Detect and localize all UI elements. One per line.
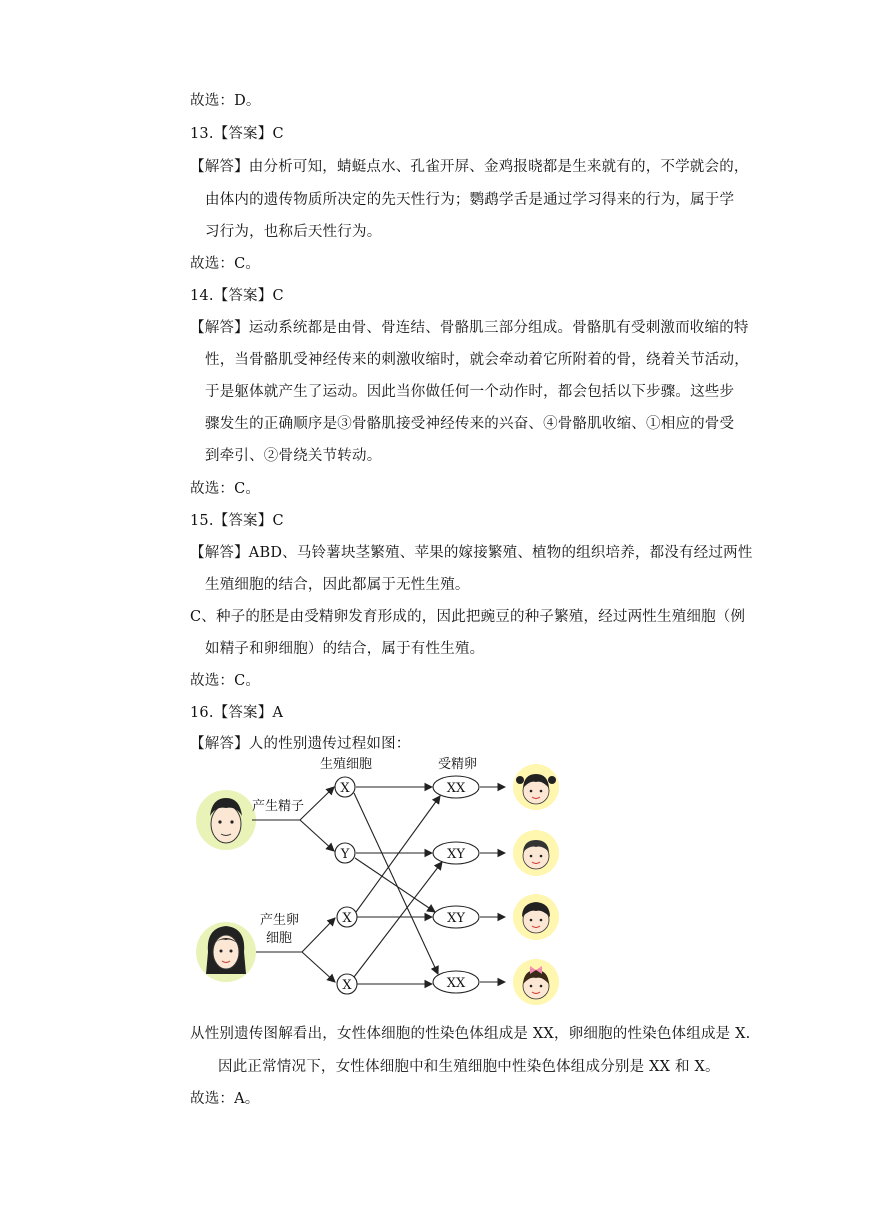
svg-text:X: X <box>340 781 350 796</box>
boy-child-icon <box>513 830 559 876</box>
gamete-sperm-x <box>335 777 355 797</box>
gamete-egg-x <box>337 907 357 927</box>
gamete-zygote-lines <box>354 787 442 984</box>
svg-text:XX: XX <box>446 781 466 796</box>
svg-text:XX: XX <box>446 976 466 991</box>
question-15-answer: 15.【答案】C <box>190 513 284 529</box>
question-14-answer: 14.【答案】C <box>190 288 284 304</box>
svg-text:X: X <box>342 911 352 926</box>
zygote-xy <box>433 842 479 864</box>
text-line: 故选：D。 <box>190 93 261 109</box>
text-line: 到牵引、②骨绕关节转动。 <box>205 448 382 464</box>
text-line: 如精子和卵细胞）的结合，属于有性生殖。 <box>205 641 485 657</box>
text-line: 生殖细胞的结合，因此都属于无性生殖。 <box>205 577 470 593</box>
svg-text:XY: XY <box>447 847 465 862</box>
text-line: 因此正常情况下，女性体细胞中和生殖细胞中性染色体组成分别是 XX 和 X。 <box>218 1059 720 1075</box>
father-face-icon <box>196 790 256 850</box>
svg-text:XY: XY <box>447 911 465 926</box>
text-line: 从性别遗传图解看出，女性体细胞的性染色体组成是 XX，卵细胞的性染色体组成是 X. <box>190 1026 751 1042</box>
text-line: 【解答】运动系统都是由骨、骨连结、骨骼肌三部分组成。骨骼肌有受刺激而收缩的特 <box>190 320 749 336</box>
text-line: 故选：C。 <box>190 481 261 497</box>
text-line: 【解答】ABD、马铃薯块茎繁殖、苹果的嫁接繁殖、植物的组织培养，都没有经过两性 <box>190 545 753 561</box>
text-line: 【解答】由分析可知，蜻蜓点水、孔雀开屏、金鸡报晓都是生来就有的，不学就会的， <box>190 159 749 175</box>
text-line: C、种子的胚是由受精卵发育形成的，因此把豌豆的种子繁殖，经过两性生殖细胞（例 <box>190 609 746 625</box>
parent-gamete-lines <box>252 787 335 982</box>
svg-text:Y: Y <box>340 847 350 862</box>
zygote-xy <box>433 906 479 928</box>
father-label: 产生精子 <box>252 799 305 814</box>
gamete-sperm-y <box>335 843 355 863</box>
girl-child-icon <box>513 764 559 810</box>
text-line: 于是躯体就产生了运动。因此当你做任何一个动作时，都会包括以下步骤。这些步 <box>205 384 735 400</box>
question-16-answer: 16.【答案】A <box>190 705 284 721</box>
text-line: 性，当骨骼肌受神经传来的刺激收缩时，就会牵动着它所附着的骨，绕着关节活动， <box>205 352 749 368</box>
mother-label: 产生卵 <box>260 913 300 928</box>
text-line: 故选：C。 <box>190 673 261 689</box>
mother-label: 细胞 <box>266 931 293 946</box>
zygote-xx <box>433 971 479 993</box>
sex-inheritance-diagram <box>190 752 570 1017</box>
mother-face-icon <box>196 922 256 982</box>
svg-text:X: X <box>342 978 352 993</box>
boy-child-icon <box>513 894 559 940</box>
text-line: 故选：A。 <box>190 1091 260 1107</box>
header-gamete: 生殖细胞 <box>320 757 373 772</box>
question-13-answer: 13.【答案】C <box>190 126 284 142</box>
zygote-child-arrows <box>480 787 505 982</box>
text-line: 由体内的遗传物质所决定的先天性行为；鹦鹉学舌是通过学习得来的行为，属于学 <box>205 192 735 208</box>
text-line: 骤发生的正确顺序是③骨骼肌接受神经传来的兴奋、④骨骼肌收缩、①相应的骨受 <box>205 416 735 432</box>
text-line: 【解答】人的性别遗传过程如图： <box>190 736 411 752</box>
text-line: 习行为，也称后天性行为。 <box>205 224 382 240</box>
text-line: 故选：C。 <box>190 256 261 272</box>
girl-child-icon <box>513 959 559 1005</box>
zygote-xx <box>433 776 479 798</box>
header-zygote: 受精卵 <box>438 757 478 772</box>
